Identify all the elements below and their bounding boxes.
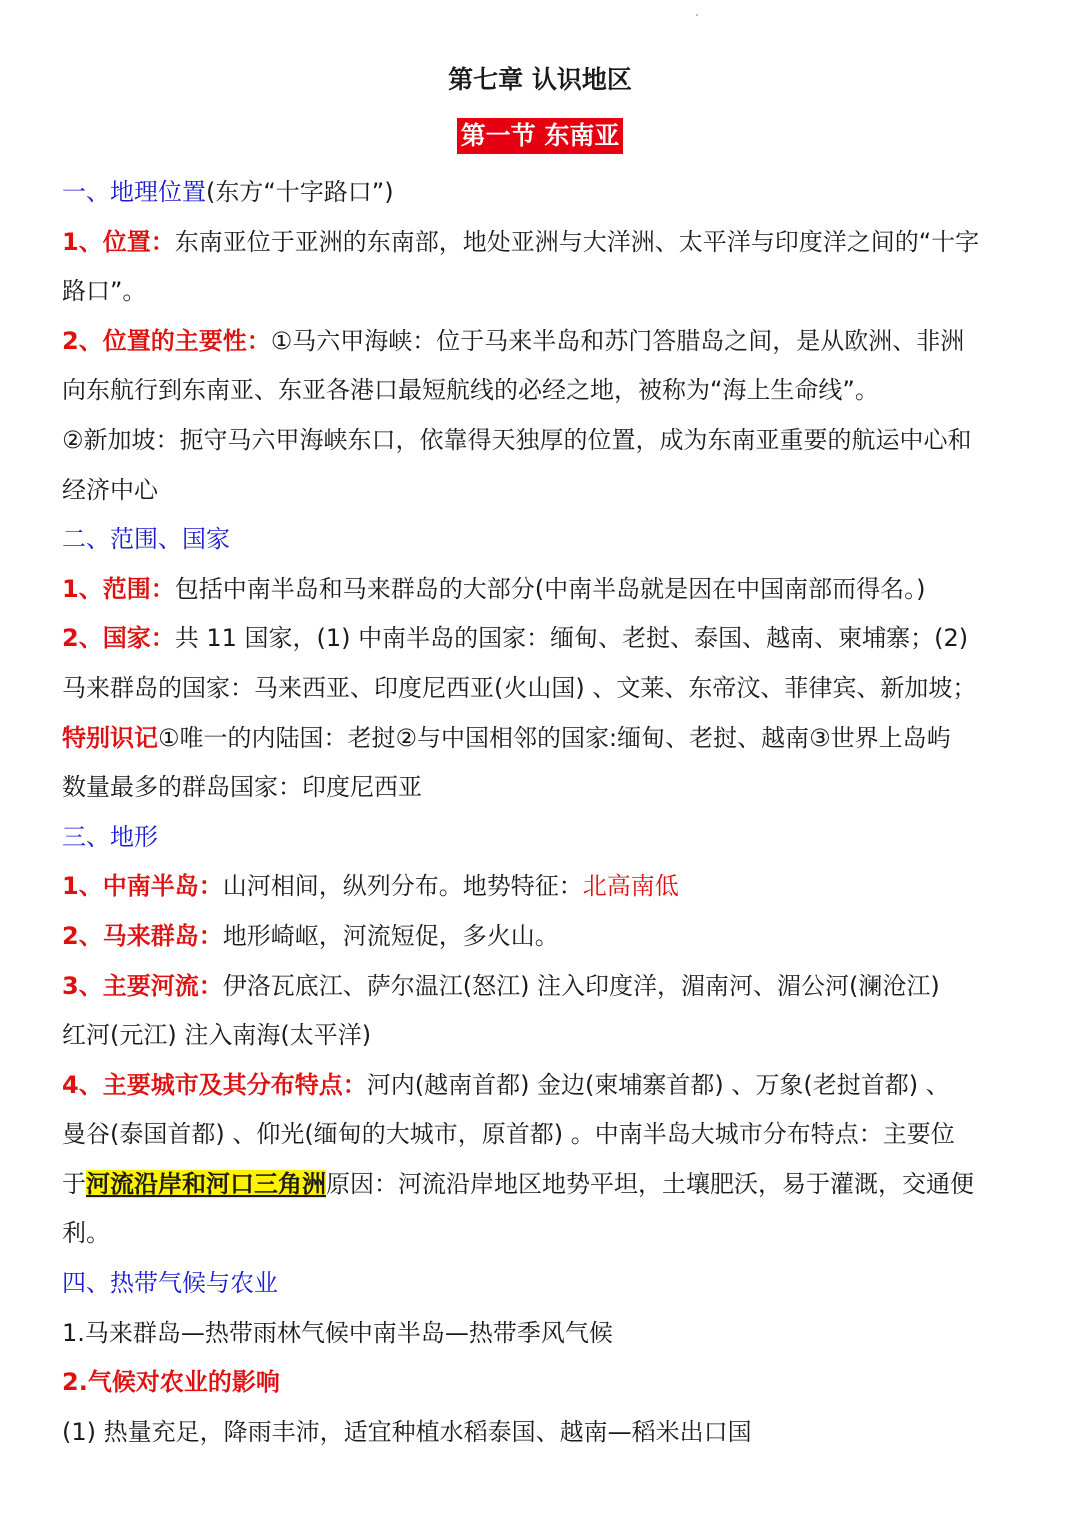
text-line (62, 763, 1018, 813)
body-text: 向东航行到东南亚、东亚各港口最短航线的必经之地，被称为“海上生命线”。 (62, 376, 879, 405)
emphasis-text: 北高南低 (582, 872, 679, 901)
highlighted-text: 河流沿岸和河口三角洲 (86, 1169, 326, 1198)
text-line (62, 664, 1018, 714)
body-text: 马来群岛的国家：马来西亚、印度尼西亚(火山国) 、文莱、东帝汶、菲律宾、新加坡； (62, 673, 977, 702)
text-line (62, 466, 1018, 516)
text-line (62, 416, 1018, 466)
body-text: 1.马来群岛—热带雨林气候中南半岛—热带季风气候 (62, 1318, 613, 1347)
text-line (62, 366, 1018, 416)
text-line (62, 565, 1018, 615)
text-line (62, 714, 1018, 764)
text-line (62, 1011, 1018, 1061)
text-line (62, 813, 1018, 863)
body-text: 山河相间，纵列分布。地势特征： (222, 872, 583, 901)
text-line (62, 1061, 1018, 1111)
body-text: (东方“十字路口”) (206, 178, 394, 206)
key-term: 1、位置： (62, 227, 175, 256)
section-title: 第一节 东南亚 (457, 118, 624, 154)
key-term: 特别识记 (62, 723, 158, 752)
text-line (62, 267, 1018, 317)
heading-text: 一、地理位置 (62, 178, 206, 206)
body-text: 共 11 国家，(1) 中南半岛的国家：缅甸、老挝、泰国、越南、柬埔寨；(2) (174, 624, 969, 653)
heading-text: 四、热带气候与农业 (62, 1269, 278, 1298)
text-line (62, 515, 1018, 565)
key-term: 3、主要河流： (62, 971, 223, 1000)
text-line (62, 862, 1018, 912)
body-text: 曼谷(泰国首都) 、仰光(缅甸的大城市，原首都) 。中南半岛大城市分布特点：主要位 (62, 1120, 955, 1149)
body-text: 数量最多的群岛国家：印度尼西亚 (62, 773, 422, 802)
heading-text: 三、地形 (62, 822, 158, 851)
key-term: 2、位置的主要性： (62, 326, 271, 355)
body-text: 利。 (62, 1219, 110, 1248)
text-line (62, 1358, 1018, 1408)
section-title-wrap (62, 118, 1018, 158)
text-line (62, 317, 1018, 367)
body-text: 于 (62, 1169, 86, 1198)
body-text: 东南亚位于亚洲的东南部，地处亚洲与大洋洲、太平洋与印度洋之间的“十字 (174, 227, 980, 256)
body-text: 路口”。 (62, 277, 147, 306)
key-term: 2.气候对农业的影响 (62, 1368, 280, 1397)
text-line (62, 1110, 1018, 1160)
text-line (62, 912, 1018, 962)
text-line (62, 614, 1018, 664)
body-text: 伊洛瓦底江、萨尔温江(怒江) 注入印度洋，湄南河、湄公河(澜沧江) (222, 971, 940, 1000)
key-term: 2、马来群岛： (62, 921, 223, 950)
body-text: 地形崎岖，河流短促，多火山。 (222, 921, 559, 950)
chapter-title: 第七章 认识地区 (448, 65, 632, 94)
key-term: 1、中南半岛： (62, 872, 223, 901)
body-text: 包括中南半岛和马来群岛的大部分(中南半岛就是因在中国南部而得名。) (174, 574, 926, 603)
text-line (62, 1259, 1018, 1309)
text-line (62, 168, 1018, 218)
corner-mark (696, 14, 698, 16)
key-term: 1、范围： (62, 574, 175, 603)
body-text: ①马六甲海峡：位于马来半岛和苏门答腊岛之间，是从欧洲、非洲 (270, 326, 965, 355)
key-term: 4、主要城市及其分布特点： (62, 1070, 367, 1099)
body-text: ①唯一的内陆国：老挝②与中国相邻的国家:缅甸、老挝、越南③世界上岛屿 (158, 723, 951, 752)
text-line (62, 1408, 1018, 1458)
body-text: (1) 热量充足，降雨丰沛，适宜种植水稻泰国、越南—稻米出口国 (62, 1417, 752, 1446)
text-line (62, 1209, 1018, 1259)
text-line (62, 1160, 1018, 1210)
body-text: ②新加坡：扼守马六甲海峡东口，依靠得天独厚的位置，成为东南亚重要的航运中心和 (62, 425, 972, 454)
key-term: 2、国家： (62, 624, 175, 653)
body-text: 原因：河流沿岸地区地势平坦，土壤肥沃，易于灌溉，交通便 (326, 1169, 974, 1198)
body-text: 河内(越南首都) 金边(柬埔寨首都) 、万象(老挝首都) 、 (366, 1070, 950, 1099)
text-line (62, 962, 1018, 1012)
text-line (62, 218, 1018, 268)
document-body (62, 168, 1018, 1457)
text-line (62, 1309, 1018, 1359)
body-text: 经济中心 (62, 475, 158, 504)
heading-text: 二、范围、国家 (62, 525, 230, 554)
body-text: 红河(元江) 注入南海(太平洋) (62, 1021, 372, 1050)
